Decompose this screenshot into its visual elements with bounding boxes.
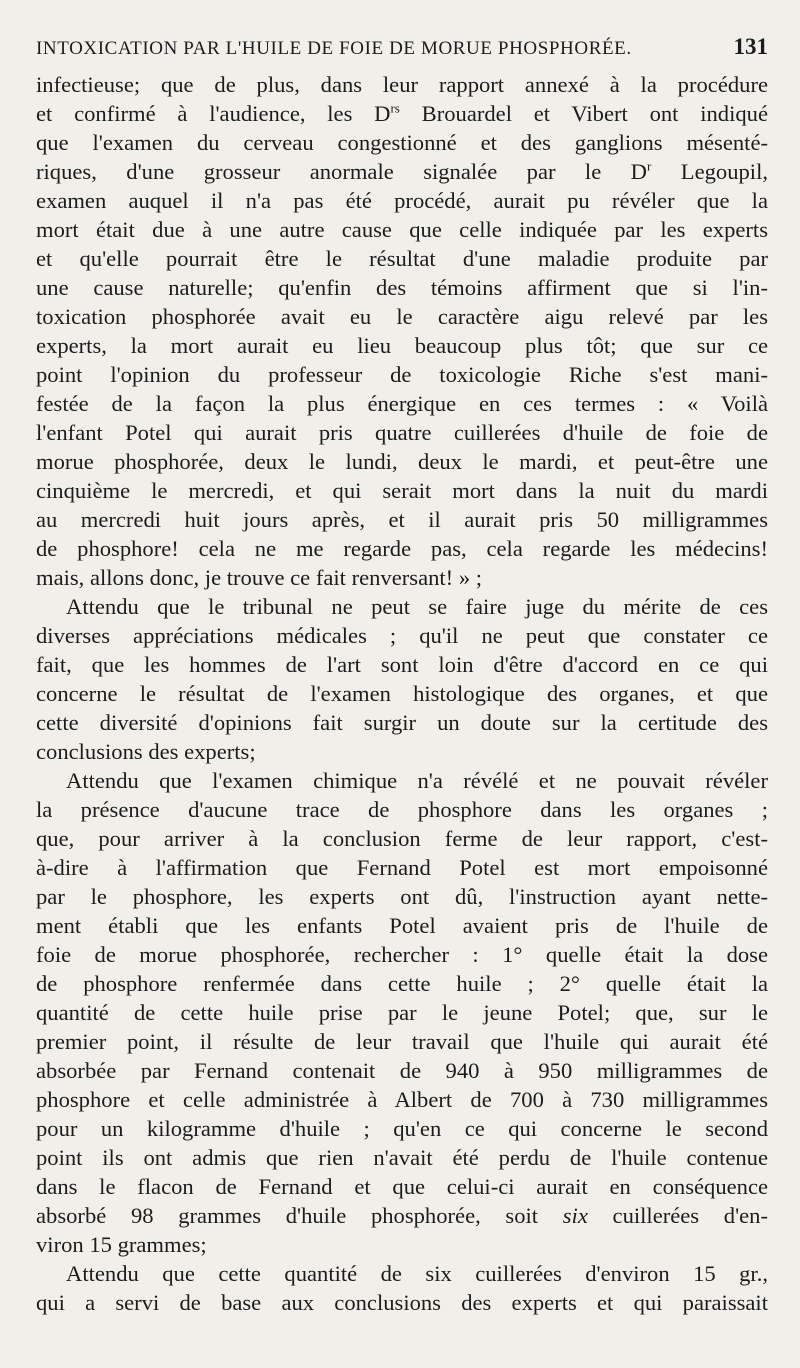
superscript: r xyxy=(647,158,652,174)
text-segment: morue phosphorée, deux le lundi, deux le mardi, et peut-être une xyxy=(36,449,768,474)
text-line xyxy=(36,1056,768,1085)
text-line xyxy=(36,244,768,273)
text-segment: Attendu que le tribunal ne peut se faire juge du mérite de ces xyxy=(66,594,768,619)
text-line xyxy=(36,563,768,592)
text-segment: que, pour arriver à la conclusion ferme de leur rapport, c'est- xyxy=(36,826,768,851)
text-segment: Attendu que cette quantité de six cuillerées d'environ 15 gr., xyxy=(66,1261,768,1286)
text-segment: Brouardel et Vibert ont indiqué xyxy=(399,101,768,126)
text-line xyxy=(36,418,768,447)
text-line xyxy=(36,447,768,476)
text-segment: premier point, il résulte de leur travail que l'huile qui aurait été xyxy=(36,1029,768,1054)
text-line xyxy=(36,621,768,650)
text-line xyxy=(36,534,768,563)
text-segment: ment établi que les enfants Potel avaient pris de l'huile de xyxy=(36,913,768,938)
text-segment: conclusions des experts; xyxy=(36,739,256,764)
text-line xyxy=(36,186,768,215)
text-line xyxy=(36,824,768,853)
body-text xyxy=(36,70,768,1317)
text-segment: la présence d'aucune trace de phosphore dans les organes ; xyxy=(36,797,768,822)
text-segment: pour un kilogramme d'huile ; qu'en ce qui concerne le second xyxy=(36,1116,768,1141)
text-segment: Legoupil, xyxy=(651,159,768,184)
text-segment: cette diversité d'opinions fait surgir un doute sur la certitude des xyxy=(36,710,768,735)
text-line xyxy=(36,853,768,882)
text-line xyxy=(36,128,768,157)
text-line xyxy=(36,1027,768,1056)
text-segment: experts, la mort aurait eu lieu beaucoup plus tôt; que sur ce xyxy=(36,333,768,358)
text-line xyxy=(36,650,768,679)
text-line xyxy=(36,708,768,737)
page-number: 131 xyxy=(733,34,768,59)
text-segment: diverses appréciations médicales ; qu'il ne peut que constater ce xyxy=(36,623,768,648)
text-line xyxy=(36,795,768,824)
text-line xyxy=(36,331,768,360)
italic-word: six xyxy=(562,1203,588,1228)
text-line xyxy=(36,273,768,302)
text-segment: absorbé 98 grammes d'huile phosphorée, soit xyxy=(36,1203,563,1228)
text-segment: Attendu que l'examen chimique n'a révélé et ne pouvait révéler xyxy=(66,768,768,793)
text-line xyxy=(36,1230,768,1259)
text-line xyxy=(36,157,768,186)
text-line xyxy=(36,998,768,1027)
text-segment: et qu'elle pourrait être le résultat d'une maladie produite par xyxy=(36,246,768,271)
text-line xyxy=(36,592,768,621)
text-segment: point ils ont admis que rien n'avait été perdu de l'huile contenue xyxy=(36,1145,768,1170)
text-segment: quantité de cette huile prise par le jeune Potel; que, sur le xyxy=(36,1000,768,1025)
text-line xyxy=(36,940,768,969)
text-segment: cuillerées d'en- xyxy=(587,1203,768,1228)
superscript: rs xyxy=(390,100,400,116)
text-segment: au mercredi huit jours après, et il aurait pris 50 milligrammes xyxy=(36,507,768,532)
text-segment: absorbée par Fernand contenait de 940 à 950 milligrammes de xyxy=(36,1058,768,1083)
text-segment: une cause naturelle; qu'enfin des témoins affirment que si l'in- xyxy=(36,275,768,300)
text-line xyxy=(36,969,768,998)
text-line xyxy=(36,70,768,99)
text-segment: mort était due à une autre cause que celle indiquée par les experts xyxy=(36,217,768,242)
text-line xyxy=(36,1201,768,1230)
text-segment: de phosphore renfermée dans cette huile ; 2° quelle était la xyxy=(36,971,768,996)
text-segment: point l'opinion du professeur de toxicologie Riche s'est mani- xyxy=(36,362,768,387)
text-line xyxy=(36,1114,768,1143)
running-head xyxy=(36,34,768,70)
text-line xyxy=(36,389,768,418)
text-segment: viron 15 grammes; xyxy=(36,1232,207,1257)
text-segment: que l'examen du cerveau congestionné et des ganglions mésenté- xyxy=(36,130,768,155)
text-line xyxy=(36,505,768,534)
running-title: INTOXICATION PAR L'HUILE DE FOIE DE MORUE PHOSPHORÉE. xyxy=(36,38,632,59)
text-segment: l'enfant Potel qui aurait pris quatre cuillerées d'huile de foie de xyxy=(36,420,768,445)
text-line xyxy=(36,1172,768,1201)
text-segment: dans le flacon de Fernand et que celui-ci aurait en conséquence xyxy=(36,1174,768,1199)
text-line xyxy=(36,1143,768,1172)
text-segment: riques, d'une grosseur anormale signalée par le D xyxy=(36,159,647,184)
text-line xyxy=(36,302,768,331)
text-line xyxy=(36,737,768,766)
text-segment: infectieuse; que de plus, dans leur rapport annexé à la procédure xyxy=(36,72,768,97)
text-segment: à-dire à l'affirmation que Fernand Potel est mort empoisonné xyxy=(36,855,768,880)
text-line xyxy=(36,1288,768,1317)
text-segment: concerne le résultat de l'examen histologique des organes, et que xyxy=(36,681,768,706)
text-line xyxy=(36,360,768,389)
text-segment: qui a servi de base aux conclusions des experts et qui paraissait xyxy=(36,1290,768,1315)
text-line xyxy=(36,1259,768,1288)
text-line xyxy=(36,215,768,244)
text-segment: fait, que les hommes de l'art sont loin d'être d'accord en ce qui xyxy=(36,652,768,677)
text-segment: phosphore et celle administrée à Albert de 700 à 730 milligrammes xyxy=(36,1087,768,1112)
text-segment: foie de morue phosphorée, rechercher : 1° quelle était la dose xyxy=(36,942,768,967)
text-segment: par le phosphore, les experts ont dû, l'instruction ayant nette- xyxy=(36,884,768,909)
text-line xyxy=(36,679,768,708)
text-line xyxy=(36,882,768,911)
text-line xyxy=(36,766,768,795)
text-segment: mais, allons donc, je trouve ce fait renversant! » ; xyxy=(36,565,483,590)
text-line xyxy=(36,99,768,128)
text-line xyxy=(36,1085,768,1114)
text-segment: toxication phosphorée avait eu le caractère aigu relevé par les xyxy=(36,304,768,329)
text-segment: de phosphore! cela ne me regarde pas, cela regarde les médecins! xyxy=(36,536,768,561)
text-line xyxy=(36,911,768,940)
text-segment: et confirmé à l'audience, les D xyxy=(36,101,391,126)
text-segment: cinquième le mercredi, et qui serait mort dans la nuit du mardi xyxy=(36,478,768,503)
text-segment: examen auquel il n'a pas été procédé, aurait pu révéler que la xyxy=(36,188,768,213)
text-segment: festée de la façon la plus énergique en ces termes : « Voilà xyxy=(36,391,768,416)
text-line xyxy=(36,476,768,505)
